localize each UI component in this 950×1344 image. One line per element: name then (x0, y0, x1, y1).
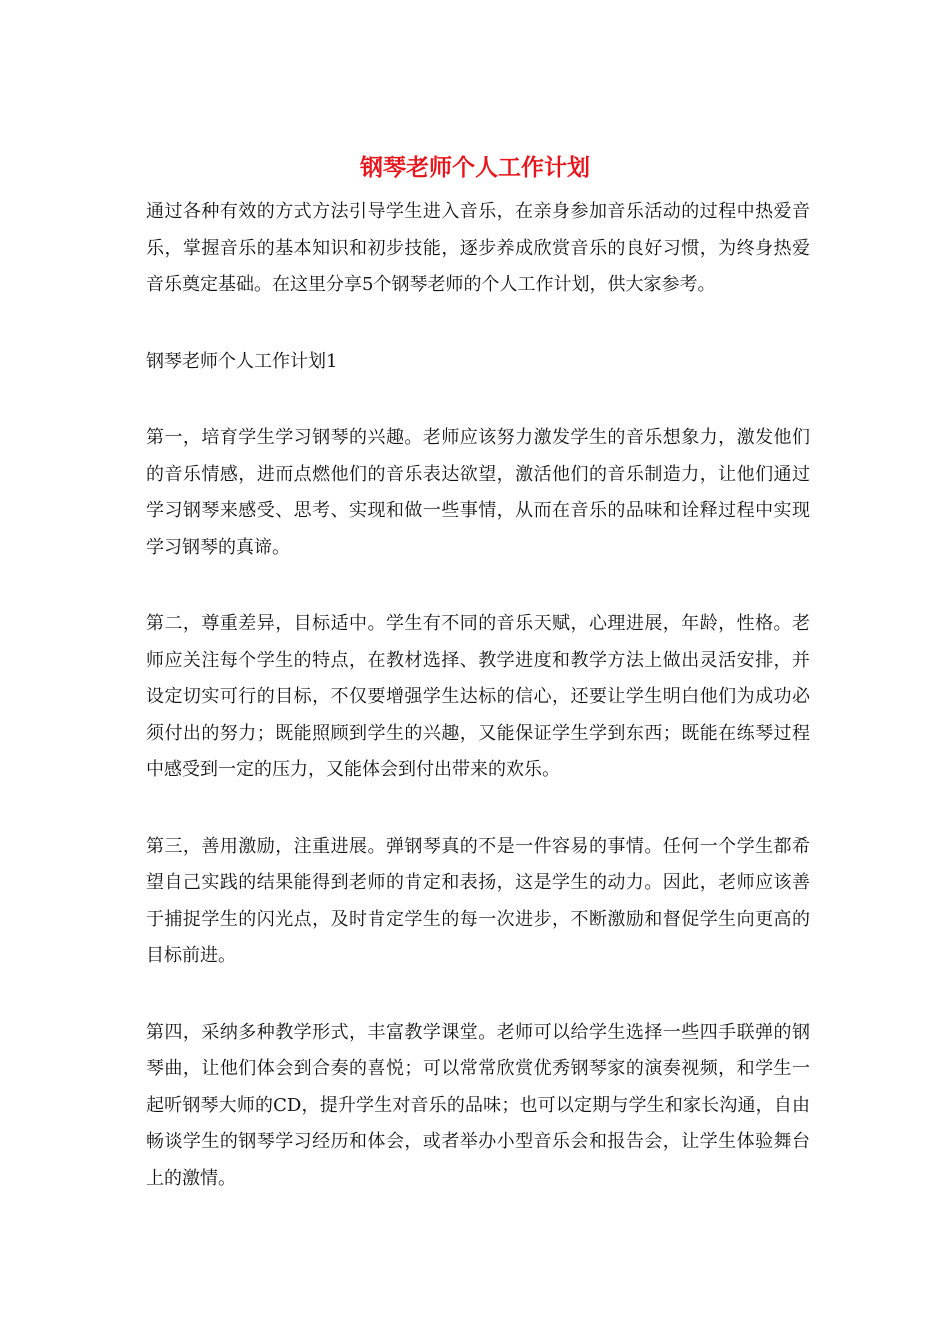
body-paragraph-4: 第四，采纳多种教学形式，丰富教学课堂。老师可以给学生选择一些四手联弹的钢琴曲，让他们体会到合奏的喜悦；可以常常欣赏优秀钢琴家的演奏视频，和学生一起听钢琴大师的CD，提升学生对音乐的品味；也可以定期与学生和家长沟通，自由畅谈学生的钢琴学习经历和体会，或者举办小型音乐会和报告会，让学生体验舞台上的激情。 (146, 1021, 810, 1189)
body-paragraph-2: 第二，尊重差异，目标适中。学生有不同的音乐天赋，心理进展，年龄，性格。老师应关注每个学生的特点，在教材选择、教学进度和教学方法上做出灵活安排，并设定切实可行的目标，不仅要增强学生达标的信心，还要让学生明白他们为成功必须付出的努力；既能照顾到学生的兴趣，又能保证学生学到东西；既能在练琴过程中感受到一定的压力，又能体会到付出带来的欢乐。 (146, 613, 810, 780)
intro-paragraph: 通过各种有效的方式方法引导学生进入音乐，在亲身参加音乐活动的过程中热爱音乐，掌握音乐的基本知识和初步技能，逐步养成欣赏音乐的良好习惯，为终身热爱音乐奠定基础。在这里分享5个钢琴老师的个人工作计划，供大家参考。 (146, 201, 810, 295)
page-title: 钢琴老师个人工作计划 (360, 154, 590, 181)
document-body (146, 194, 810, 1237)
body-paragraph-1: 第一，培育学生学习钢琴的兴趣。老师应该努力激发学生的音乐想象力，激发他们的音乐情感，进而点燃他们的音乐表达欲望，激活他们的音乐制造力，让他们通过学习钢琴来感受、思考、实现和做一些事情，从而在音乐的品味和诠释过程中实现学习钢琴的真谛。 (146, 427, 810, 558)
section-heading: 钢琴老师个人工作计划1 (146, 350, 338, 372)
body-paragraph-3: 第三，善用激励，注重进展。弹钢琴真的不是一件容易的事情。任何一个学生都希望自己实践的结果能得到老师的肯定和表扬，这是学生的动力。因此，老师应该善于捕捉学生的闪光点，及时肯定学生的每一次进步，不断激励和督促学生向更高的目标前进。 (146, 835, 810, 966)
